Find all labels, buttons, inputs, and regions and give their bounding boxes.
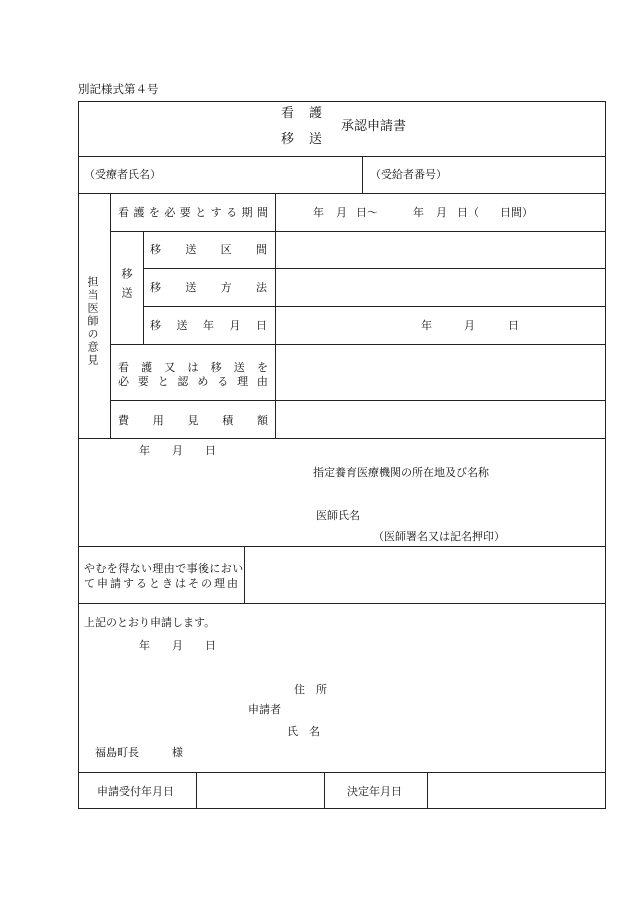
applicant-name-label: 氏 名 bbox=[287, 725, 320, 738]
patient-number-label: （受給者番号） bbox=[370, 168, 447, 181]
title-suffix: 承認申請書 bbox=[341, 119, 407, 134]
rule-late-reason-bottom bbox=[78, 603, 606, 604]
nursing-period-start-year: 年 bbox=[313, 206, 324, 219]
rule-opinion-bottom bbox=[78, 438, 606, 439]
certification-year: 年 bbox=[139, 444, 150, 457]
decision-date-label: 決定年月日 bbox=[347, 785, 402, 798]
rule-application-bottom bbox=[78, 772, 606, 773]
nursing-period-end-month: 月 bbox=[436, 206, 447, 219]
received-date-label: 申請受付年月日 bbox=[97, 785, 174, 798]
application-month: 月 bbox=[172, 639, 183, 652]
rule-reason-bottom bbox=[110, 400, 606, 401]
rule-opinion-label-divider bbox=[110, 193, 111, 438]
addressee: 福島町長 bbox=[95, 746, 139, 759]
institution-label: 指定養育医療機関の所在地及び名称 bbox=[313, 466, 489, 479]
nursing-period-end-day: 日（ bbox=[457, 206, 479, 219]
nursing-period-start-month: 月 bbox=[336, 206, 347, 219]
rule-footer-divider-3 bbox=[427, 772, 428, 809]
rule-late-reason-divider bbox=[244, 546, 245, 603]
rule-certification-bottom bbox=[78, 546, 606, 547]
rule-transfer-date-bottom bbox=[110, 344, 606, 345]
reason-label-line1: 看 護 又 は 移 送 を bbox=[118, 361, 268, 374]
rule-footer-divider-2 bbox=[324, 772, 325, 809]
nursing-period-end-year: 年 bbox=[413, 206, 424, 219]
rule-patient-divider bbox=[362, 156, 363, 193]
reason-label-line2: 必 要 と 認 め る 理 由 bbox=[118, 375, 268, 388]
doctor-opinion-label: 担当医師の意見 bbox=[86, 276, 99, 367]
transfer-date-year: 年 bbox=[421, 319, 432, 332]
rule-transfer-method-bottom bbox=[143, 306, 606, 307]
nursing-period-label: 看 護 を 必 要 と す る 期 間 bbox=[118, 206, 268, 219]
transfer-date-label: 移 送 年 月 日 bbox=[150, 319, 267, 332]
rule-title-bottom bbox=[78, 156, 606, 157]
applicant-address-label: 住 所 bbox=[294, 683, 327, 696]
nursing-period-days: 日間） bbox=[500, 206, 533, 219]
rule-nursing-period-bottom bbox=[110, 231, 606, 232]
transfer-section-label: 移 送 区 間 bbox=[150, 243, 267, 256]
applicant-label: 申請者 bbox=[248, 703, 281, 716]
transfer-date-month: 月 bbox=[464, 319, 475, 332]
late-reason-line2: て 申 請 す る と き は そ の 理 由 bbox=[84, 577, 238, 590]
title-option-nursing: 看 護 bbox=[281, 106, 324, 121]
application-day: 日 bbox=[205, 639, 216, 652]
rule-patient-bottom bbox=[78, 193, 606, 194]
doctor-name-label: 医師氏名 bbox=[316, 509, 360, 522]
certification-month: 月 bbox=[172, 444, 183, 457]
transfer-date-day: 日 bbox=[508, 319, 519, 332]
title-option-transfer: 移 送 bbox=[281, 132, 324, 147]
form-number: 別記様式第４号 bbox=[78, 82, 159, 96]
cost-estimate-label: 費 用 見 積 額 bbox=[118, 414, 268, 427]
rule-footer-divider-1 bbox=[196, 772, 197, 809]
application-year: 年 bbox=[139, 639, 150, 652]
rule-opinion-value-divider bbox=[275, 193, 276, 438]
transfer-method-label: 移 送 方 法 bbox=[150, 281, 267, 294]
transfer-group-label: 移送 bbox=[120, 268, 133, 306]
addressee-honorific: 様 bbox=[172, 746, 183, 759]
patient-name-label: （受療者氏名） bbox=[84, 168, 161, 181]
nursing-period-start-day: 日〜 bbox=[356, 206, 378, 219]
rule-transfer-section-bottom bbox=[143, 268, 606, 269]
rule-transfer-label-divider bbox=[143, 231, 144, 344]
late-reason-line1: やむを得ない理由で事後におい bbox=[84, 562, 244, 575]
application-statement: 上記のとおり申請します。 bbox=[84, 616, 216, 629]
doctor-signature-note: （医師署名又は記名押印） bbox=[373, 530, 505, 543]
certification-day: 日 bbox=[205, 444, 216, 457]
